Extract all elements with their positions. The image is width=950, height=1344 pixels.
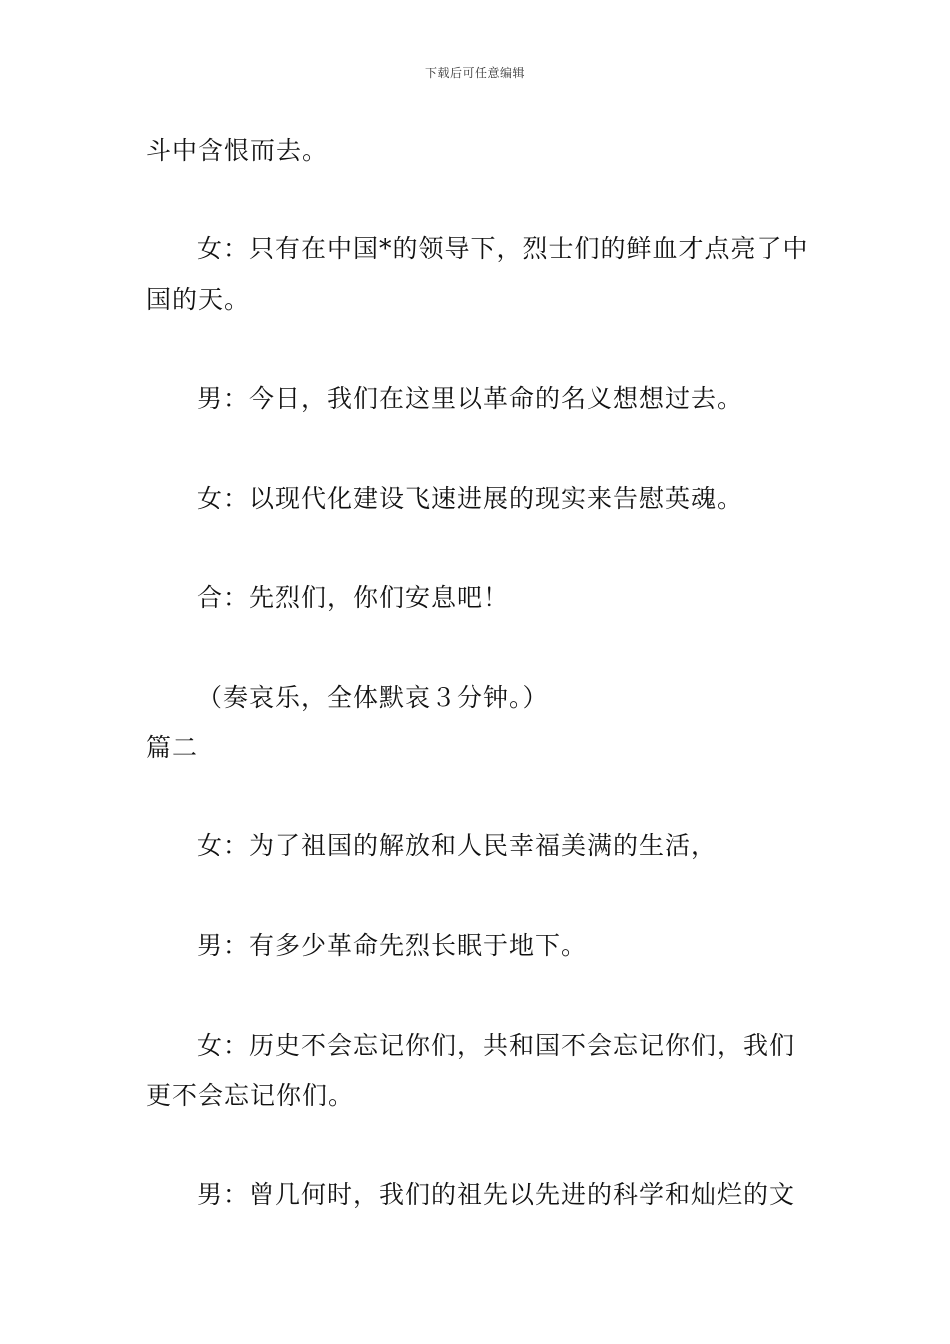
text-line: 更不会忘记你们。 xyxy=(146,1081,355,1110)
text-line: 女：为了祖国的解放和人民幸福美满的生活， xyxy=(197,831,718,860)
page-header-note: 下载后可任意编辑 xyxy=(424,66,525,80)
text-line: 男：今日，我们在这里以革命的名义想想过去。 xyxy=(197,384,744,413)
text-line: 国的天。 xyxy=(146,285,251,314)
text-line: 男：有多少革命先烈长眠于地下。 xyxy=(197,931,588,960)
text-line: 斗中含恨而去。 xyxy=(146,136,329,165)
text-line: （奏哀乐，全体默哀３分钟。） xyxy=(197,683,549,712)
text-line: 女：历史不会忘记你们，共和国不会忘记你们，我们 xyxy=(197,1031,796,1060)
text-line: 男：曾几何时，我们的祖先以先进的科学和灿烂的文 xyxy=(197,1180,796,1209)
text-line: 女：以现代化建设飞速进展的现实来告慰英魂。 xyxy=(197,484,744,513)
text-line: 合：先烈们，你们安息吧！ xyxy=(197,583,510,612)
section-heading: 篇二 xyxy=(146,733,199,762)
text-line: 女：只有在中国*的领导下，烈士们的鲜血才点亮了中 xyxy=(197,234,809,263)
